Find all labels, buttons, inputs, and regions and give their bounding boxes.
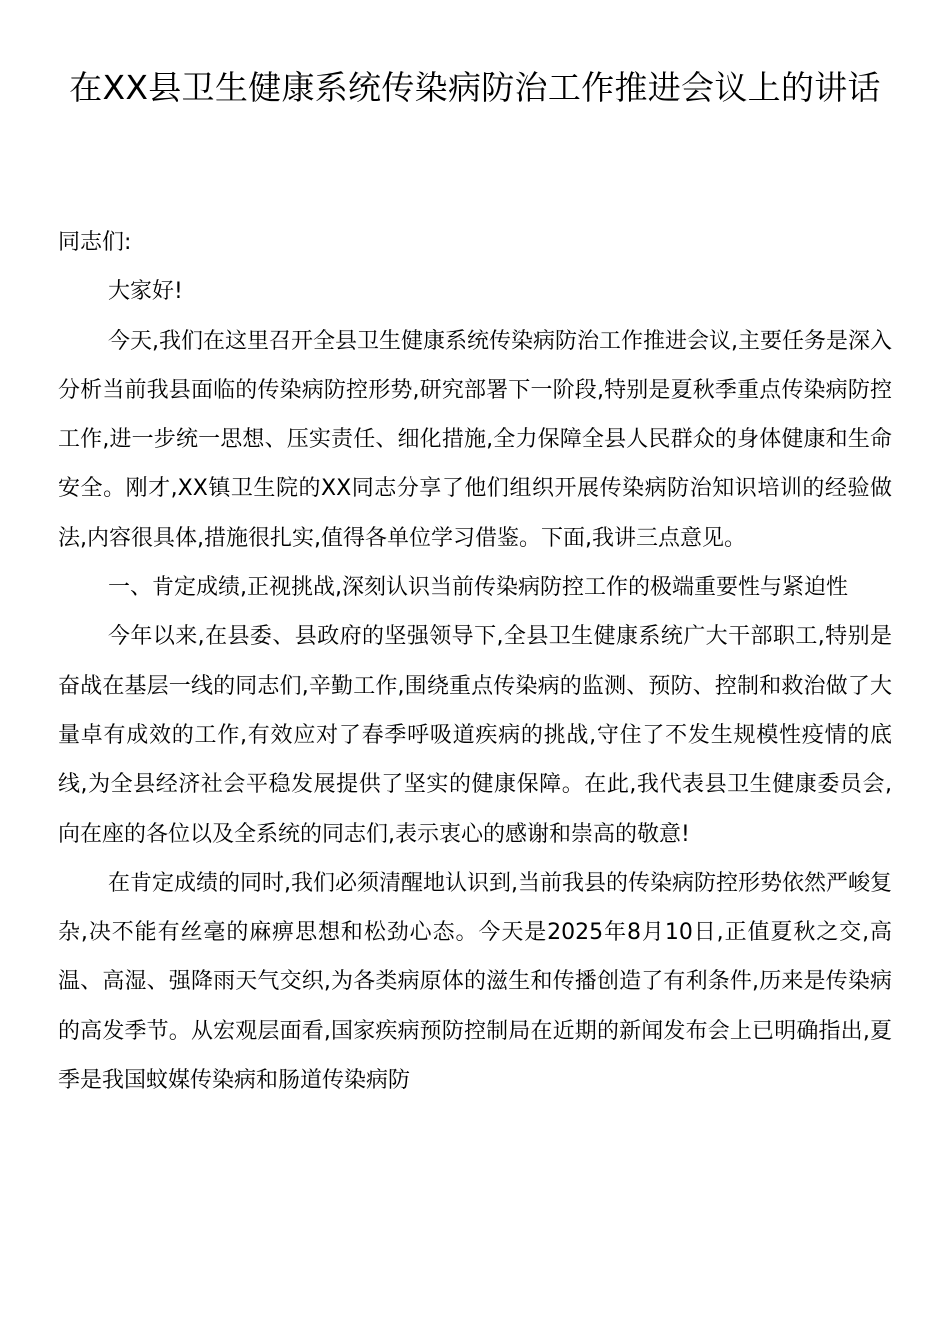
- document-title: 在XX县卫生健康系统传染病防治工作推进会议上的讲话: [69, 68, 881, 107]
- paragraph-greeting: 大家好!: [108, 279, 183, 305]
- paragraph-intro: 今天,我们在这里召开全县卫生健康系统传染病防治工作推进会议,主要任务是深入分析当前我县面临的传染病防控形势,研究部署下一阶段,特别是夏秋季重点传染病防控工作,进一步统一思想、压实责任、细化措施,全力保障全县人民群众的身体健康和生命安全。刚才,XX镇卫生院的XX同志分享了他们组织开展传染病防治知识培训的经验做法,内容很具体,措施很扎实,值得各单位学习借鉴。下面,我讲三点意见。: [58, 328, 892, 551]
- section-heading-one: 一、肯定成绩,正视挑战,深刻认识当前传染病防控工作的极端重要性与紧迫性: [108, 575, 848, 601]
- document-body: [58, 218, 892, 1105]
- paragraph-challenges: 在肯定成绩的同时,我们必须清醒地认识到,当前我县的传染病防控形势依然严峻复杂,决不能有丝毫的麻痹思想和松劲心态。今天是2025年8月10日,正值夏秋之交,高温、高湿、强降雨天气交织,为各类病原体的滋生和传播创造了有利条件,历来是传染病的高发季节。从宏观层面看,国家疾病预防控制局在近期的新闻发布会上已明确指出,夏季是我国蚊媒传染病和肠道传染病防: [58, 870, 892, 1094]
- salutation: 同志们:: [58, 230, 132, 255]
- paragraph-achievements: 今年以来,在县委、县政府的坚强领导下,全县卫生健康系统广大干部职工,特别是奋战在基层一线的同志们,辛勤工作,围绕重点传染病的监测、预防、控制和救治做了大量卓有成效的工作,有效应对了春季呼吸道疾病的挑战,守住了不发生规模性疫情的底线,为全县经济社会平稳发展提供了坚实的健康保障。在此,我代表县卫生健康委员会,向在座的各位以及全系统的同志们,表示衷心的感谢和崇高的敬意!: [58, 624, 892, 847]
